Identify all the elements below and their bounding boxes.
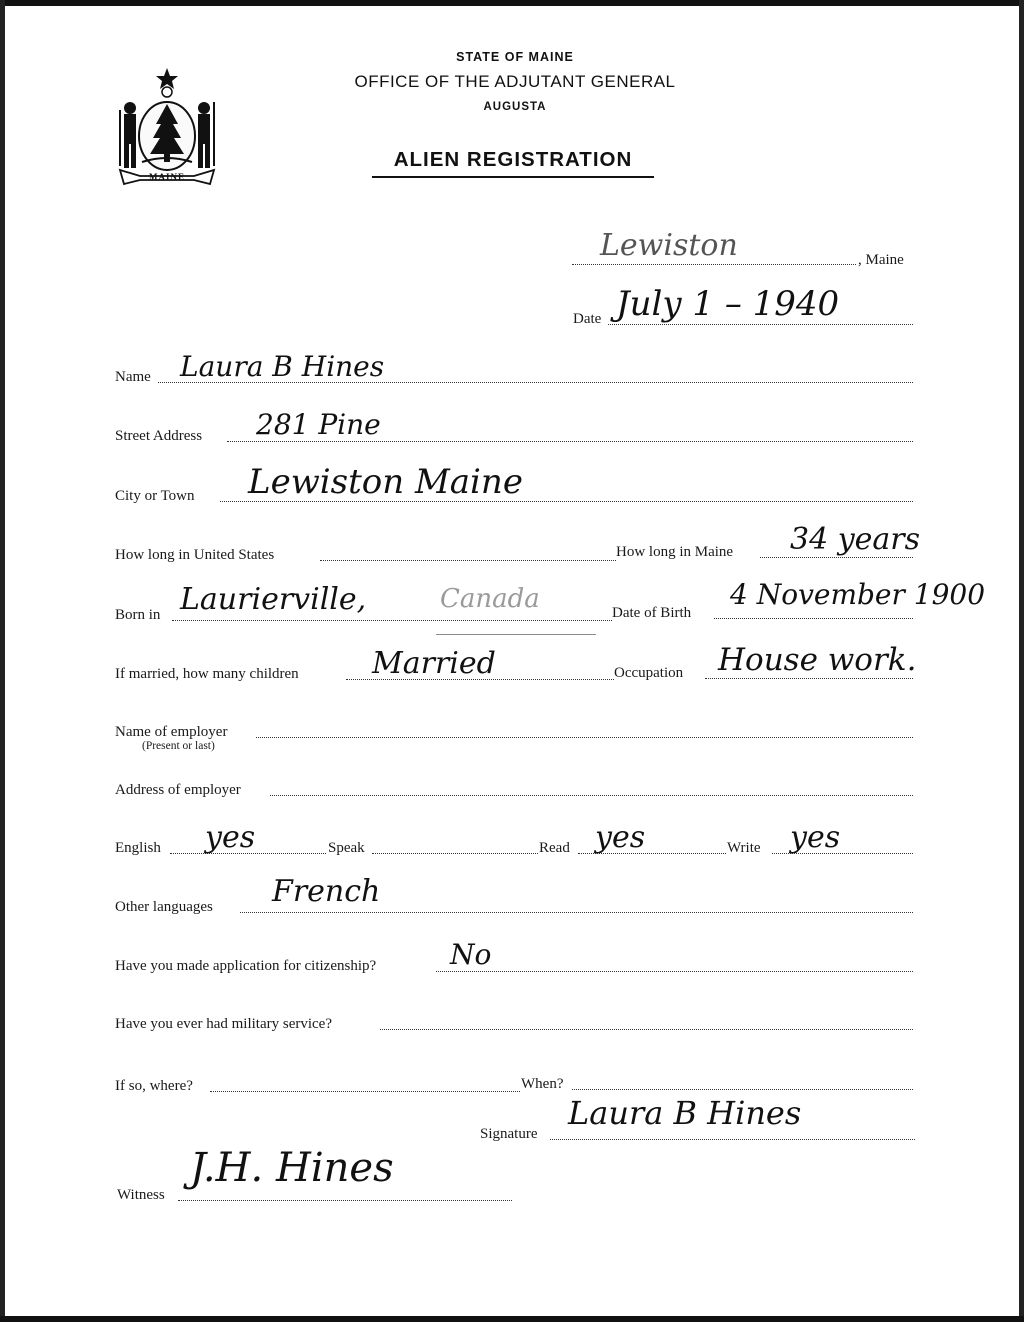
employer-address-label: Address of employer bbox=[115, 782, 241, 798]
where-label: If so, where? bbox=[115, 1078, 193, 1094]
how-long-maine-line bbox=[760, 557, 913, 558]
street-address-label: Street Address bbox=[115, 428, 203, 444]
speak-line bbox=[372, 853, 538, 854]
occupation-line bbox=[705, 678, 913, 679]
occupation-value: House work. bbox=[718, 642, 917, 678]
location-suffix: , Maine bbox=[858, 252, 904, 268]
location-value: Lewiston bbox=[600, 228, 738, 263]
read-value: yes bbox=[595, 820, 646, 855]
children-label: If married, how many children bbox=[115, 666, 299, 682]
scan-border-left bbox=[0, 0, 5, 1322]
date-line bbox=[608, 324, 913, 325]
read-label: Read bbox=[539, 840, 570, 856]
employer-address-line bbox=[270, 795, 913, 796]
state-seal-icon bbox=[112, 66, 222, 188]
how-long-us-line bbox=[320, 560, 616, 561]
other-languages-line bbox=[240, 912, 913, 913]
form-title: ALIEN REGISTRATION bbox=[372, 148, 654, 178]
seal-banner-text: MAINE bbox=[149, 172, 185, 182]
employer-name-label: Name of employer bbox=[115, 724, 228, 740]
name-value: Laura B Hines bbox=[180, 350, 385, 383]
when-line bbox=[572, 1089, 913, 1090]
born-in-underline bbox=[436, 634, 596, 635]
header-city: AUGUSTA bbox=[483, 101, 547, 113]
location-line bbox=[572, 264, 856, 265]
born-in-country: Canada bbox=[440, 584, 540, 614]
street-address-value: 281 Pine bbox=[256, 408, 381, 441]
children-value: Married bbox=[372, 646, 496, 681]
write-label: Write bbox=[727, 840, 761, 856]
date-of-birth-label: Date of Birth bbox=[612, 605, 692, 621]
signature-label: Signature bbox=[480, 1126, 538, 1142]
english-value: yes bbox=[205, 820, 256, 855]
write-value: yes bbox=[790, 820, 841, 855]
born-in-label: Born in bbox=[115, 607, 161, 623]
city-value: Lewiston Maine bbox=[248, 462, 523, 502]
witness-line bbox=[178, 1200, 512, 1201]
military-label: Have you ever had military service? bbox=[115, 1016, 332, 1032]
english-label: English bbox=[115, 840, 161, 856]
signature-line bbox=[550, 1139, 915, 1140]
date-label: Date bbox=[573, 311, 602, 327]
where-line bbox=[210, 1091, 520, 1092]
date-of-birth-value: 4 November 1900 bbox=[730, 578, 986, 611]
signature-value: Laura B Hines bbox=[568, 1094, 802, 1132]
date-of-birth-line bbox=[714, 618, 913, 619]
citizenship-label: Have you made application for citizenship? bbox=[115, 958, 377, 974]
scan-border-right bbox=[1019, 0, 1024, 1322]
employer-name-line bbox=[256, 737, 913, 738]
how-long-us-label: How long in United States bbox=[115, 547, 275, 563]
how-long-maine-label: How long in Maine bbox=[616, 544, 734, 560]
header-office: OFFICE OF THE ADJUTANT GENERAL bbox=[354, 72, 676, 91]
name-label: Name bbox=[115, 369, 151, 385]
witness-label: Witness bbox=[117, 1187, 165, 1203]
other-languages-value: French bbox=[272, 874, 381, 909]
occupation-label: Occupation bbox=[614, 665, 684, 681]
born-in-value: Laurierville, bbox=[180, 582, 367, 617]
how-long-maine-value: 34 years bbox=[790, 522, 921, 557]
military-line bbox=[380, 1029, 913, 1030]
city-label: City or Town bbox=[115, 488, 195, 504]
citizenship-value: No bbox=[450, 938, 492, 971]
date-value: July 1 – 1940 bbox=[616, 284, 840, 324]
scan-border-top bbox=[0, 0, 1024, 6]
header-state: STATE OF MAINE bbox=[456, 50, 574, 64]
when-label: When? bbox=[521, 1076, 564, 1092]
citizenship-line bbox=[436, 971, 913, 972]
street-address-line bbox=[227, 441, 913, 442]
employer-name-sublabel: (Present or last) bbox=[142, 740, 215, 752]
scan-border-bottom bbox=[0, 1316, 1024, 1322]
speak-label: Speak bbox=[328, 840, 365, 856]
witness-value: J.H. Hines bbox=[190, 1145, 394, 1191]
born-in-line bbox=[172, 620, 612, 621]
other-languages-label: Other languages bbox=[115, 899, 213, 915]
